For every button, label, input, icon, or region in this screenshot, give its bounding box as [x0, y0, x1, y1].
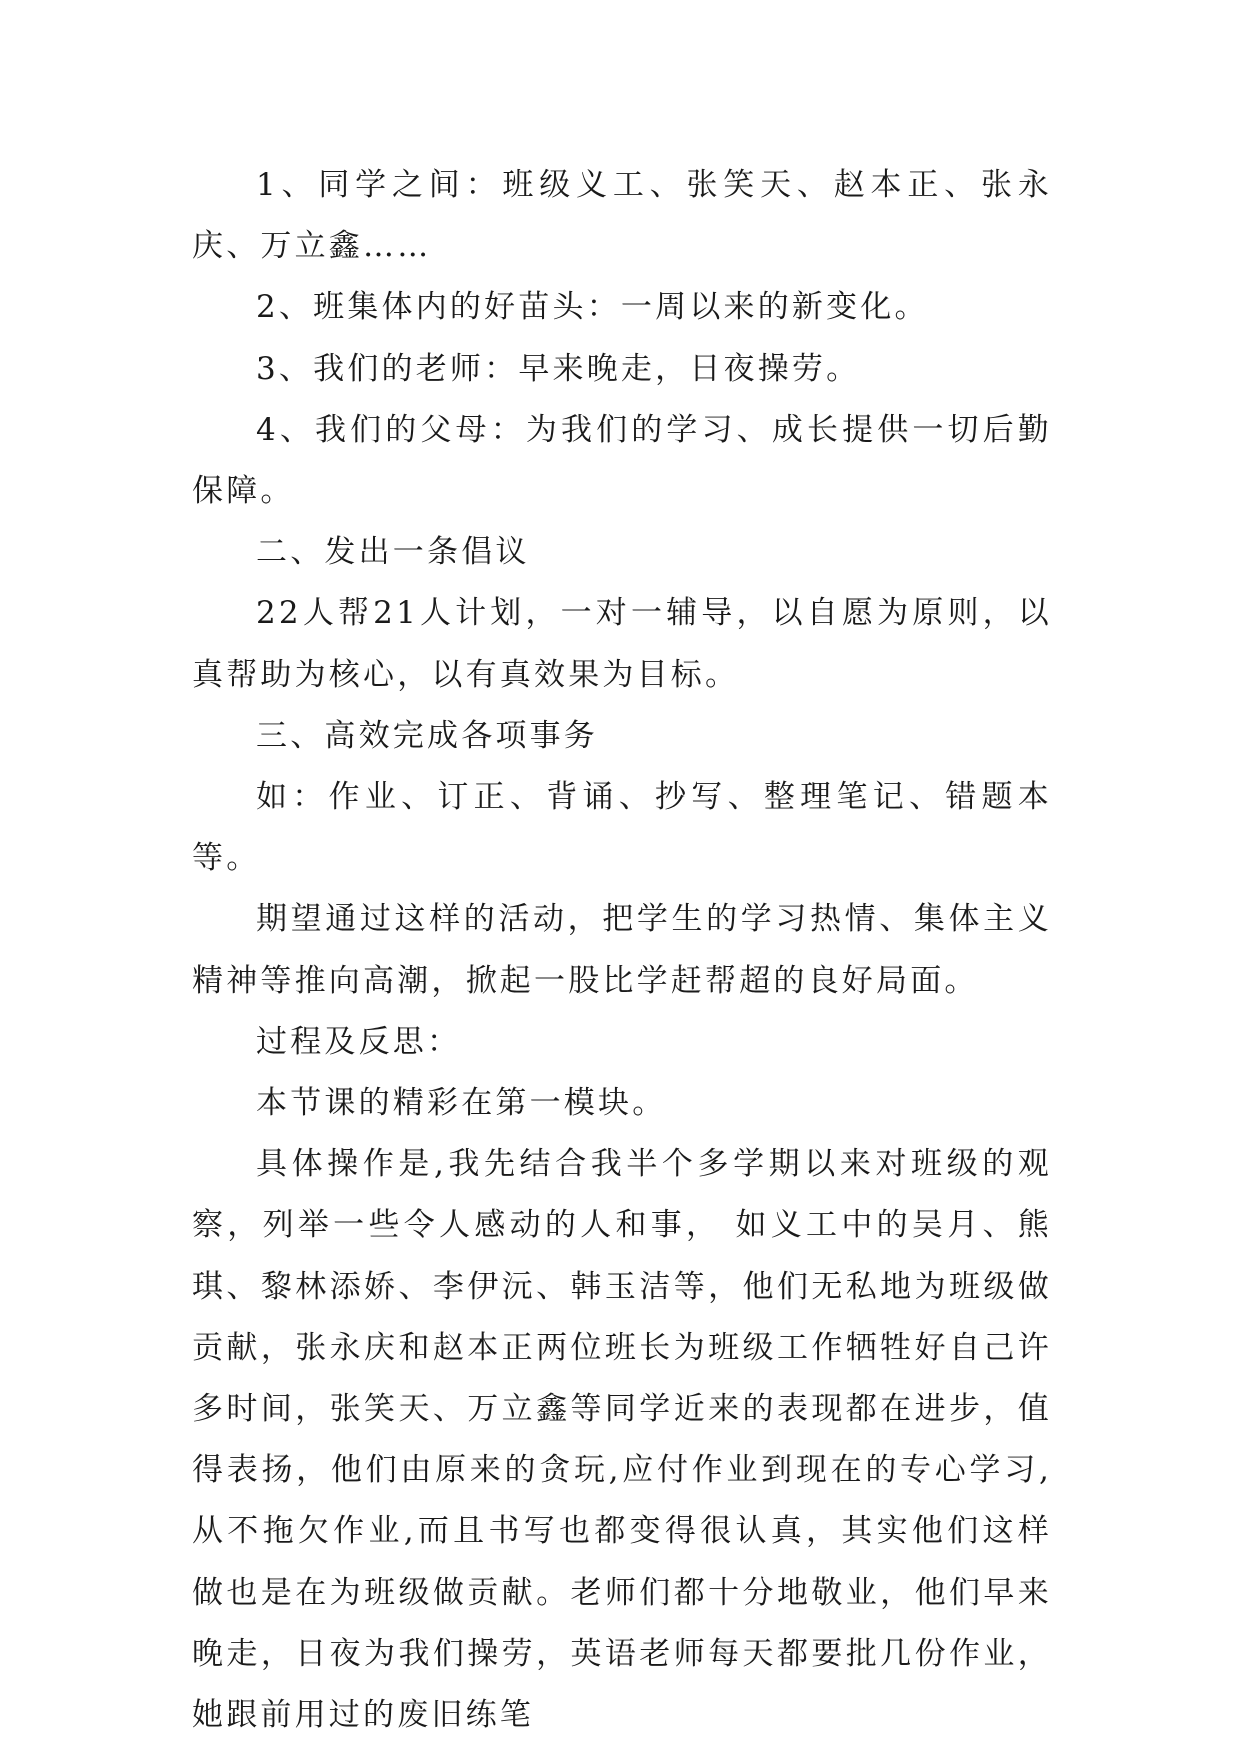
- paragraph-expectation: 期望通过这样的活动，把学生的学习热情、集体主义精神等推向高潮，掀起一股比学赶帮超的良好局面。: [192, 901, 1052, 999]
- paragraph-highlight: 本节课的精彩在第一模块。: [256, 1085, 667, 1122]
- section-heading-proposal: 二、发出一条倡议: [256, 534, 530, 571]
- document-body: [192, 155, 1052, 1746]
- paragraph-teachers: 3、我们的老师：早来晚走，日夜操劳。: [256, 350, 861, 387]
- paragraph-tutoring-plan: 22人帮21人计划，一对一辅导，以自愿为原则，以真帮助为核心，以有真效果为目标。: [192, 595, 1052, 693]
- section-heading-tasks: 三、高效完成各项事务: [256, 717, 598, 754]
- heading-process-reflection: 过程及反思：: [256, 1023, 462, 1060]
- paragraph-task-examples: 如：作业、订正、背诵、抄写、整理笔记、错题本等。: [192, 779, 1052, 877]
- paragraph-operation-details: 具体操作是,我先结合我半个多学期以来对班级的观察，列举一些令人感动的人和事， 如义工中的吴月、熊琪、黎林添娇、李伊沅、韩玉洁等，他们无私地为班级做贡献，张永庆和赵本正两位班长为班级工作牺牲好自己许多时间，张笑天、万立鑫等同学近来的表现都在进步，值得表扬，他们由原来的贪玩,应付作业到现在的专心学习,从不拖欠作业,而且书写也都变得很认真，其实他们这样做也是在为班级做贡献。老师们都十分地敬业，他们早来晚走，日夜为我们操劳，英语老师每天都要批几份作业，她跟前用过的废旧练笔: [192, 1146, 1052, 1734]
- paragraph-parents: 4、我们的父母：为我们的学习、成长提供一切后勤保障。: [192, 411, 1052, 510]
- paragraph-classmates: 1、同学之间：班级义工、张笑天、赵本正、张永庆、万立鑫……: [192, 167, 1052, 265]
- paragraph-class-trends: 2、班集体内的好苗头：一周以来的新变化。: [256, 289, 929, 326]
